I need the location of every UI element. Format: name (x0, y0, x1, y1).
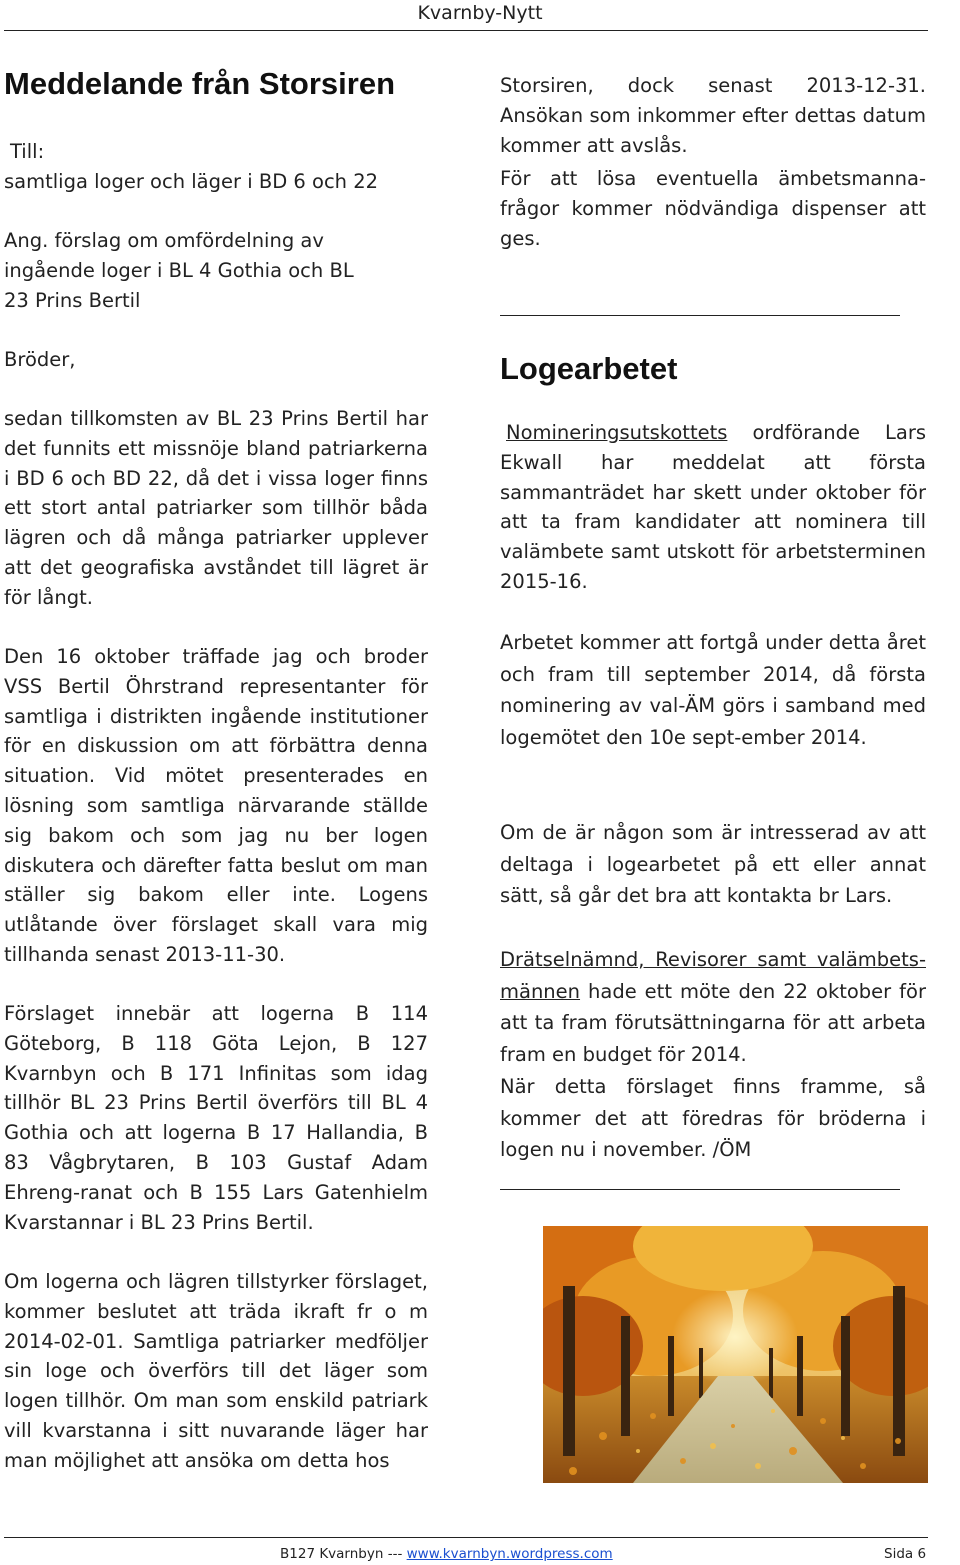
paragraph-2: Den 16 oktober träffade jag och broder VSS Bertil Öhrstrand representanter för samtliga i distrikten ingående institutioner för en diskussion om att förbättra denna situation. Vid mötet presenterades en lösning som samtliga närvarande ställde sig bakom och som jag nu ber logen diskutera och därefter fatta beslut om man ställer sig bakom eller inte. Logens utlåtande över förslaget skall vara mig tillhanda senast 2013-11-30. (4, 645, 428, 966)
section-divider (500, 315, 900, 316)
continuation-1: Storsiren, dock senast 2013-12-31. Ansökan som inkommer efter dettas datum kommer att avslås. (500, 74, 926, 157)
nomination-paragraph: Nomineringsutskottets ordförande Lars Ekwall har meddelat att första sammanträdet har skett under oktober för att ta fram kandidater att nominera till valämbete samt utskott för arbetsterminen 2015-16. (500, 421, 926, 593)
budget-paragraph: Drätselnämnd, Revisorer samt valämbets-männen hade ett möte den 22 oktober för att ta fram förutsättningarna för att arbeta fram en budget för 2014. (500, 948, 926, 1066)
footer-text: B127 Kvarnbyn --- www.kvarnbyn.wordpress.com (280, 1546, 613, 1562)
website-link[interactable]: www.kvarnbyn.wordpress.com (406, 1546, 613, 1562)
treasury-committee-link[interactable]: Drätselnämnd, Revisorer samt valämbets-männen (500, 948, 926, 1003)
page-number: Sida 6 (884, 1546, 927, 1562)
work-paragraph: Arbetet kommer att fortgå under detta året och fram till september 2014, då första nominering av val-ÄM görs i samband med logemötet den 10e sept-ember 2014. (500, 631, 926, 749)
section-heading-logearbetet: Logearbetet (500, 351, 678, 386)
newsletter-title: Kvarnby-Nytt (417, 2, 543, 24)
header-divider (4, 30, 928, 31)
footer-divider (4, 1537, 928, 1538)
continuation-2: För att lösa eventuella ämbetsmanna-frågor kommer nödvändiga dispenser att ges. (500, 167, 926, 250)
paragraph-1: sedan tillkomsten av BL 23 Prins Bertil har det funnits ett missnöje bland patriarkerna i BD 6 och BD 22, då det i vissa loger finns ett stort antal patriarker som tillhör båda lägren och då många patriarker upplever att det geografiska avståndet till lägret är för långt. (4, 407, 428, 609)
subject-line: Ang. förslag om omfördelning av ingående loger i BL 4 Gothia och BL 23 Prins Bertil (4, 229, 354, 312)
autumn-trees-illustration (543, 1226, 928, 1483)
paragraph-4: Om logerna och lägren tillstyrker förslaget, kommer beslutet att träda ikraft fr o m 2014-02-01. Samtliga patriarker medföljer sin loge och överförs till det läger som logen tillhör. Om man som enskild patriark vill kvarstanna i sitt nuvarande läger har man möjlighet att ansöka om detta hos (4, 1270, 428, 1472)
article-heading: Meddelande från Storsiren (4, 66, 396, 101)
section-end-divider (500, 1189, 900, 1190)
to-recipients: samtliga loger och läger i BD 6 och 22 (4, 170, 379, 193)
paragraph-3: Förslaget innebär att logerna B 114 Göteborg, B 118 Göta Lejon, B 127 Kvarnbyn och B 171 Infinitas som idag tillhör BL 23 Prins Bertil överförs till BL 4 Gothia och att logerna B 17 Hallandia, B 83 Vågbrytaren, B 103 Gustaf Adam Ehreng-ranat och B 155 Lars Gatenhielm Kvarstannar i BL 23 Prins Bertil. (4, 1002, 428, 1234)
to-label: Till: (10, 140, 45, 163)
interest-paragraph: Om de är någon som är intresserad av att deltaga i logearbetet på ett eller annat sätt, så går det bra att kontakta br Lars. (500, 821, 926, 908)
proposal-paragraph: När detta förslaget finns framme, så kommer det att föredras för bröderna i logen nu i november. /ÖM (500, 1075, 926, 1162)
autumn-avenue-photo (543, 1226, 928, 1483)
nomination-committee-link[interactable]: Nomineringsutskottets (506, 421, 728, 444)
greeting: Bröder, (4, 348, 76, 371)
